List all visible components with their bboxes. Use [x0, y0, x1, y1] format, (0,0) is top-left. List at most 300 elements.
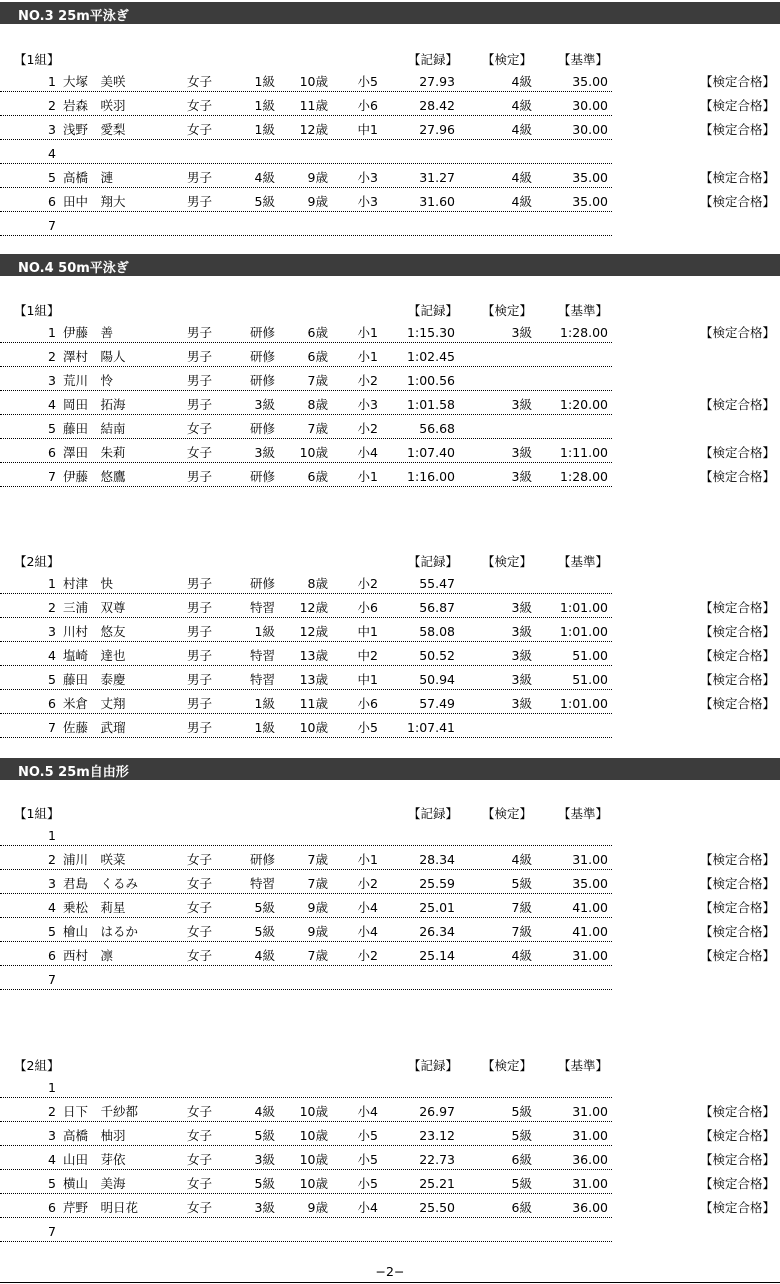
- pass-label: 【検定合格】: [699, 948, 775, 963]
- swimmer-class: 5級: [254, 1128, 275, 1143]
- pass-label: 【検定合格】: [699, 98, 775, 113]
- lane-number: 1: [48, 828, 56, 843]
- record-time: 1:07.41: [407, 720, 455, 735]
- lane-number: 6: [48, 445, 56, 460]
- swimmer-name: 浅野 愛梨: [63, 122, 126, 137]
- pass-label: 【検定合格】: [699, 1176, 775, 1191]
- row-divider: [0, 689, 612, 690]
- record-time: 31.27: [419, 170, 455, 185]
- pass-label: 【検定合格】: [699, 696, 775, 711]
- test-grade: 7級: [511, 900, 532, 915]
- test-grade: 4級: [511, 98, 532, 113]
- school-year: 小2: [357, 576, 378, 591]
- row-divider: [0, 211, 612, 212]
- swimmer-sex: 女子: [187, 900, 213, 915]
- swimmer-name: 浦川 咲菜: [63, 852, 126, 867]
- section-title: NO.4 50m平泳ぎ: [18, 261, 129, 276]
- swimmer-age: 9歳: [307, 194, 328, 209]
- swimmer-age: 8歳: [307, 397, 328, 412]
- lane-number: 1: [48, 576, 56, 591]
- swimmer-class: 研修: [249, 373, 275, 388]
- record-time: 56.87: [419, 600, 455, 615]
- school-year: 小4: [357, 1200, 378, 1215]
- pass-label: 【検定合格】: [699, 1104, 775, 1119]
- swimmer-class: 5級: [254, 194, 275, 209]
- swimmer-age: 11歳: [299, 696, 328, 711]
- swimmer-sex: 女子: [187, 421, 213, 436]
- pass-label: 【検定合格】: [699, 852, 775, 867]
- swimmer-age: 11歳: [299, 98, 328, 113]
- record-time: 25.59: [419, 876, 455, 891]
- record-time: 28.34: [419, 852, 455, 867]
- record-time: 25.01: [419, 900, 455, 915]
- row-divider: [0, 1145, 612, 1146]
- swimmer-name: 三浦 双尊: [63, 600, 126, 615]
- swimmer-age: 12歳: [299, 624, 328, 639]
- swimmer-name: 澤田 朱莉: [63, 445, 126, 460]
- lane-number: 5: [48, 1176, 56, 1191]
- test-grade: 3級: [511, 624, 532, 639]
- record-time: 57.49: [419, 696, 455, 711]
- lane-number: 1: [48, 74, 56, 89]
- lane-number: 2: [48, 98, 56, 113]
- swimmer-class: 5級: [254, 1176, 275, 1191]
- row-divider: [0, 713, 612, 714]
- standard-header: 【基準】: [558, 806, 609, 821]
- swimmer-class: 5級: [254, 924, 275, 939]
- pass-label: 【検定合格】: [699, 122, 775, 137]
- pass-label: 【検定合格】: [699, 672, 775, 687]
- swimmer-class: 1級: [254, 624, 275, 639]
- swimmer-sex: 男子: [187, 170, 213, 185]
- test-header: 【検定】: [482, 52, 533, 67]
- swimmer-class: 4級: [254, 1104, 275, 1119]
- group-label: 【2組】: [14, 554, 60, 569]
- lane-number: 6: [48, 1200, 56, 1215]
- lane-number: 7: [48, 1224, 56, 1239]
- lane-number: 7: [48, 720, 56, 735]
- row-divider: [0, 390, 612, 391]
- standard-time: 35.00: [572, 170, 608, 185]
- swimmer-age: 10歳: [299, 1152, 328, 1167]
- school-year: 小1: [357, 349, 378, 364]
- lane-number: 1: [48, 325, 56, 340]
- swimmer-age: 10歳: [299, 1176, 328, 1191]
- standard-time: 31.00: [572, 852, 608, 867]
- lane-number: 2: [48, 852, 56, 867]
- school-year: 中1: [357, 122, 378, 137]
- record-time: 25.14: [419, 948, 455, 963]
- record-time: 26.34: [419, 924, 455, 939]
- standard-time: 1:01.00: [560, 600, 608, 615]
- school-year: 小2: [357, 373, 378, 388]
- school-year: 中1: [357, 624, 378, 639]
- record-time: 26.97: [419, 1104, 455, 1119]
- standard-time: 36.00: [572, 1152, 608, 1167]
- lane-number: 4: [48, 1152, 56, 1167]
- section-title: NO.3 25m平泳ぎ: [18, 9, 129, 24]
- swimmer-name: 佐藤 武瑠: [63, 720, 126, 735]
- pass-label: 【検定合格】: [699, 445, 775, 460]
- swimmer-class: 3級: [254, 397, 275, 412]
- swimmer-name: 米倉 丈翔: [63, 696, 126, 711]
- school-year: 小2: [357, 876, 378, 891]
- swimmer-name: 澤村 陽人: [63, 349, 126, 364]
- record-header: 【記録】: [408, 1058, 459, 1073]
- lane-number: 7: [48, 218, 56, 233]
- lane-number: 5: [48, 924, 56, 939]
- lane-number: 6: [48, 948, 56, 963]
- swimmer-sex: 男子: [187, 397, 213, 412]
- swimmer-class: 5級: [254, 900, 275, 915]
- swimmer-name: 岩森 咲羽: [63, 98, 126, 113]
- swimmer-sex: 女子: [187, 1176, 213, 1191]
- school-year: 小3: [357, 194, 378, 209]
- section-header: [0, 758, 780, 780]
- swimmer-name: 横山 美海: [63, 1176, 126, 1191]
- lane-number: 7: [48, 469, 56, 484]
- row-divider: [0, 438, 612, 439]
- pass-label: 【検定合格】: [699, 194, 775, 209]
- swimmer-age: 13歳: [299, 672, 328, 687]
- row-divider: [0, 187, 612, 188]
- swimmer-class: 3級: [254, 1152, 275, 1167]
- swimmer-sex: 男子: [187, 696, 213, 711]
- standard-time: 1:01.00: [560, 696, 608, 711]
- school-year: 小5: [357, 74, 378, 89]
- standard-header: 【基準】: [558, 1058, 609, 1073]
- swimmer-sex: 男子: [187, 194, 213, 209]
- standard-time: 30.00: [572, 122, 608, 137]
- row-divider: [0, 737, 612, 738]
- pass-label: 【検定合格】: [699, 74, 775, 89]
- swimmer-class: 研修: [249, 349, 275, 364]
- row-divider: [0, 115, 612, 116]
- pass-label: 【検定合格】: [699, 876, 775, 891]
- record-time: 58.08: [419, 624, 455, 639]
- test-grade: 5級: [511, 876, 532, 891]
- swimmer-name: 田中 翔大: [63, 194, 126, 209]
- swimmer-sex: 男子: [187, 576, 213, 591]
- swimmer-sex: 女子: [187, 74, 213, 89]
- swimmer-age: 10歳: [299, 1128, 328, 1143]
- section-header: [0, 2, 780, 24]
- lane-number: 6: [48, 696, 56, 711]
- school-year: 小6: [357, 600, 378, 615]
- swimmer-sex: 女子: [187, 98, 213, 113]
- school-year: 小5: [357, 1128, 378, 1143]
- swimmer-class: 1級: [254, 696, 275, 711]
- swimmer-age: 8歳: [307, 576, 328, 591]
- swimmer-class: 研修: [249, 576, 275, 591]
- record-time: 25.21: [419, 1176, 455, 1191]
- lane-number: 3: [48, 624, 56, 639]
- group-label: 【1組】: [14, 52, 60, 67]
- test-grade: 5級: [511, 1128, 532, 1143]
- record-time: 23.12: [419, 1128, 455, 1143]
- swimmer-age: 7歳: [307, 421, 328, 436]
- school-year: 小4: [357, 445, 378, 460]
- test-grade: 3級: [511, 672, 532, 687]
- swimmer-age: 12歳: [299, 122, 328, 137]
- row-divider: [0, 1121, 612, 1122]
- test-header: 【検定】: [482, 1058, 533, 1073]
- test-grade: 5級: [511, 1104, 532, 1119]
- swimmer-name: 伊藤 悠鷹: [63, 469, 126, 484]
- school-year: 小6: [357, 98, 378, 113]
- lane-number: 5: [48, 170, 56, 185]
- record-time: 1:15.30: [407, 325, 455, 340]
- swimmer-sex: 女子: [187, 445, 213, 460]
- standard-time: 35.00: [572, 876, 608, 891]
- school-year: 小4: [357, 924, 378, 939]
- row-divider: [0, 1217, 612, 1218]
- swimmer-sex: 女子: [187, 122, 213, 137]
- swimmer-age: 9歳: [307, 170, 328, 185]
- row-divider: [0, 965, 612, 966]
- pass-label: 【検定合格】: [699, 1200, 775, 1215]
- swimmer-name: 川村 悠友: [63, 624, 126, 639]
- swimmer-sex: 男子: [187, 600, 213, 615]
- swimmer-class: 3級: [254, 1200, 275, 1215]
- swimmer-sex: 男子: [187, 373, 213, 388]
- row-divider: [0, 893, 612, 894]
- standard-time: 1:11.00: [560, 445, 608, 460]
- swimmer-sex: 男子: [187, 624, 213, 639]
- row-divider: [0, 342, 612, 343]
- record-time: 50.94: [419, 672, 455, 687]
- swimmer-sex: 女子: [187, 948, 213, 963]
- row-divider: [0, 1097, 612, 1098]
- school-year: 小2: [357, 948, 378, 963]
- test-grade: 6級: [511, 1200, 532, 1215]
- standard-time: 30.00: [572, 98, 608, 113]
- lane-number: 2: [48, 1104, 56, 1119]
- standard-time: 31.00: [572, 1176, 608, 1191]
- standard-time: 1:28.00: [560, 325, 608, 340]
- standard-time: 35.00: [572, 74, 608, 89]
- standard-time: 41.00: [572, 924, 608, 939]
- swimmer-name: 荒川 怜: [63, 373, 114, 388]
- row-divider: [0, 163, 612, 164]
- swimmer-sex: 女子: [187, 876, 213, 891]
- swimmer-age: 6歳: [307, 349, 328, 364]
- school-year: 小6: [357, 696, 378, 711]
- swimmer-age: 10歳: [299, 1104, 328, 1119]
- footer-rule: [0, 1282, 780, 1283]
- pass-label: 【検定合格】: [699, 900, 775, 915]
- row-divider: [0, 917, 612, 918]
- standard-time: 1:01.00: [560, 624, 608, 639]
- swimmer-class: 1級: [254, 720, 275, 735]
- school-year: 小2: [357, 421, 378, 436]
- record-time: 25.50: [419, 1200, 455, 1215]
- swimmer-name: 村津 快: [63, 576, 114, 591]
- school-year: 小1: [357, 325, 378, 340]
- lane-number: 4: [48, 900, 56, 915]
- swimmer-name: 藤田 泰慶: [63, 672, 126, 687]
- standard-time: 51.00: [572, 672, 608, 687]
- swimmer-age: 6歳: [307, 469, 328, 484]
- swimmer-name: 芹野 明日花: [63, 1200, 139, 1215]
- test-grade: 3級: [511, 325, 532, 340]
- lane-number: 3: [48, 1128, 56, 1143]
- swimmer-sex: 男子: [187, 648, 213, 663]
- group-label: 【1組】: [14, 806, 60, 821]
- standard-time: 36.00: [572, 1200, 608, 1215]
- test-grade: 4級: [511, 948, 532, 963]
- row-divider: [0, 91, 612, 92]
- swimmer-age: 7歳: [307, 373, 328, 388]
- swimmer-age: 9歳: [307, 924, 328, 939]
- record-time: 1:07.40: [407, 445, 455, 460]
- lane-number: 2: [48, 600, 56, 615]
- swimmer-name: 乗松 莉星: [63, 900, 126, 915]
- record-time: 55.47: [419, 576, 455, 591]
- row-divider: [0, 486, 612, 487]
- record-time: 28.42: [419, 98, 455, 113]
- lane-number: 3: [48, 122, 56, 137]
- record-time: 1:01.58: [407, 397, 455, 412]
- test-grade: 3級: [511, 469, 532, 484]
- swimmer-age: 7歳: [307, 852, 328, 867]
- test-header: 【検定】: [482, 554, 533, 569]
- swimmer-class: 研修: [249, 469, 275, 484]
- swimmer-age: 10歳: [299, 720, 328, 735]
- swimmer-name: 高橋 漣: [63, 170, 114, 185]
- pass-label: 【検定合格】: [699, 1152, 775, 1167]
- test-grade: 4級: [511, 194, 532, 209]
- swimmer-age: 10歳: [299, 445, 328, 460]
- lane-number: 4: [48, 648, 56, 663]
- swimmer-class: 研修: [249, 421, 275, 436]
- swimmer-age: 13歳: [299, 648, 328, 663]
- swimmer-name: 檜山 はるか: [63, 924, 139, 939]
- row-divider: [0, 366, 612, 367]
- school-year: 中2: [357, 648, 378, 663]
- standard-header: 【基準】: [558, 554, 609, 569]
- swimmer-name: 藤田 結南: [63, 421, 126, 436]
- group-label: 【2組】: [14, 1058, 60, 1073]
- standard-time: 35.00: [572, 194, 608, 209]
- pass-label: 【検定合格】: [699, 1128, 775, 1143]
- record-time: 1:00.56: [407, 373, 455, 388]
- lane-number: 5: [48, 421, 56, 436]
- swimmer-name: 岡田 拓海: [63, 397, 126, 412]
- row-divider: [0, 1193, 612, 1194]
- swimmer-name: 大塚 美咲: [63, 74, 126, 89]
- swimmer-sex: 男子: [187, 469, 213, 484]
- swimmer-sex: 女子: [187, 852, 213, 867]
- record-time: 22.73: [419, 1152, 455, 1167]
- school-year: 小1: [357, 852, 378, 867]
- swimmer-age: 9歳: [307, 900, 328, 915]
- pass-label: 【検定合格】: [699, 624, 775, 639]
- record-time: 31.60: [419, 194, 455, 209]
- row-divider: [0, 1241, 612, 1242]
- test-grade: 3級: [511, 600, 532, 615]
- pass-label: 【検定合格】: [699, 924, 775, 939]
- row-divider: [0, 641, 612, 642]
- school-year: 小5: [357, 720, 378, 735]
- swimmer-sex: 女子: [187, 1200, 213, 1215]
- swimmer-age: 7歳: [307, 948, 328, 963]
- row-divider: [0, 462, 612, 463]
- swimmer-name: 日下 千紗都: [63, 1104, 139, 1119]
- swimmer-age: 10歳: [299, 74, 328, 89]
- standard-header: 【基準】: [558, 303, 609, 318]
- school-year: 中1: [357, 672, 378, 687]
- swimmer-sex: 男子: [187, 672, 213, 687]
- swimmer-age: 6歳: [307, 325, 328, 340]
- test-grade: 4級: [511, 122, 532, 137]
- test-grade: 4級: [511, 170, 532, 185]
- swimmer-sex: 女子: [187, 924, 213, 939]
- lane-number: 4: [48, 146, 56, 161]
- standard-time: 31.00: [572, 948, 608, 963]
- lane-number: 1: [48, 1080, 56, 1095]
- record-time: 27.93: [419, 74, 455, 89]
- school-year: 小4: [357, 1104, 378, 1119]
- pass-label: 【検定合格】: [699, 648, 775, 663]
- swimmer-sex: 男子: [187, 325, 213, 340]
- swimmer-age: 7歳: [307, 876, 328, 891]
- swimmer-name: 西村 凛: [63, 948, 114, 963]
- test-grade: 3級: [511, 696, 532, 711]
- test-grade: 7級: [511, 924, 532, 939]
- page-number: −2−: [375, 1264, 405, 1279]
- test-grade: 5級: [511, 1176, 532, 1191]
- swimmer-class: 特習: [249, 876, 275, 891]
- swimmer-class: 研修: [249, 325, 275, 340]
- pass-label: 【検定合格】: [699, 469, 775, 484]
- school-year: 小1: [357, 469, 378, 484]
- school-year: 小4: [357, 900, 378, 915]
- lane-number: 3: [48, 876, 56, 891]
- swimmer-sex: 女子: [187, 1128, 213, 1143]
- test-header: 【検定】: [482, 303, 533, 318]
- standard-time: 41.00: [572, 900, 608, 915]
- swimmer-age: 9歳: [307, 1200, 328, 1215]
- swimmer-name: 山田 芽依: [63, 1152, 126, 1167]
- record-header: 【記録】: [408, 554, 459, 569]
- swimmer-class: 3級: [254, 445, 275, 460]
- row-divider: [0, 845, 612, 846]
- test-grade: 3級: [511, 445, 532, 460]
- record-time: 56.68: [419, 421, 455, 436]
- row-divider: [0, 1169, 612, 1170]
- pass-label: 【検定合格】: [699, 600, 775, 615]
- row-divider: [0, 139, 612, 140]
- standard-header: 【基準】: [558, 52, 609, 67]
- record-time: 1:16.00: [407, 469, 455, 484]
- test-grade: 4級: [511, 852, 532, 867]
- lane-number: 5: [48, 672, 56, 687]
- record-header: 【記録】: [408, 806, 459, 821]
- section-header: [0, 254, 780, 276]
- standard-time: 1:20.00: [560, 397, 608, 412]
- section-title: NO.5 25m自由形: [18, 765, 129, 780]
- test-grade: 3級: [511, 397, 532, 412]
- swimmer-sex: 女子: [187, 1104, 213, 1119]
- row-divider: [0, 869, 612, 870]
- swimmer-name: 伊藤 善: [63, 325, 114, 340]
- standard-time: 1:28.00: [560, 469, 608, 484]
- swimmer-class: 特習: [249, 672, 275, 687]
- lane-number: 7: [48, 972, 56, 987]
- swimmer-sex: 男子: [187, 720, 213, 735]
- school-year: 小5: [357, 1152, 378, 1167]
